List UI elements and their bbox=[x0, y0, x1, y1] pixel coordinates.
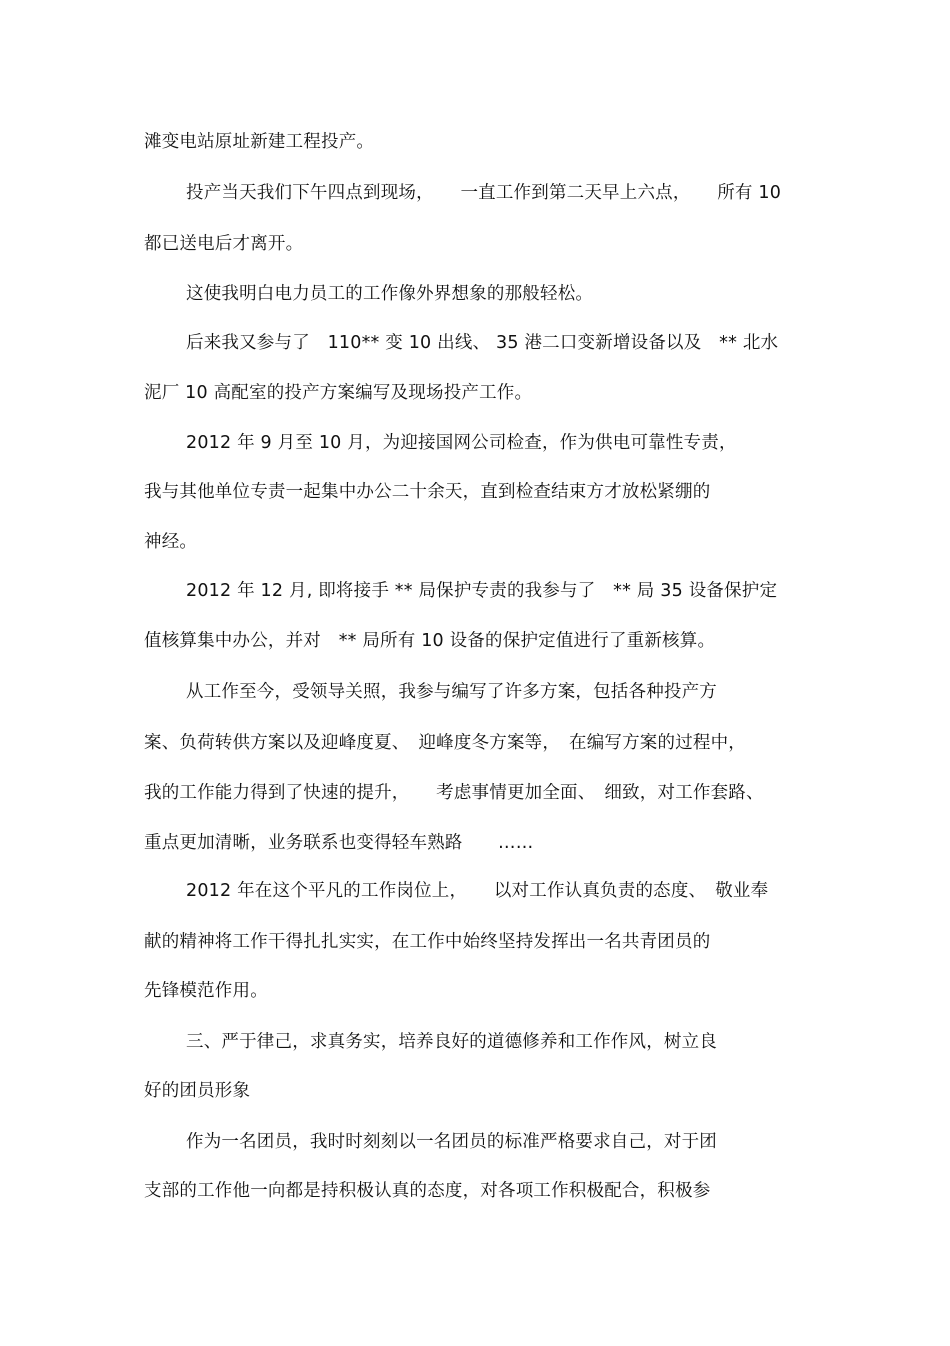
text-line: 先锋模范作用。 bbox=[144, 981, 268, 1001]
text-line: 神经。 bbox=[144, 532, 198, 552]
text-line: 支部的工作他一向都是持积极认真的态度，对各项工作积极配合，积极参 bbox=[144, 1181, 711, 1201]
text-line: 2012 年在这个平凡的工作岗位上， 以对工作认真负责的态度、 敬业奉 bbox=[186, 881, 769, 901]
text-line: 三、严于律己，求真务实，培养良好的道德修养和工作作风，树立良 bbox=[186, 1032, 717, 1052]
text-line: 后来我又参与了 110** 变 10 出线、 35 港二口变新增设备以及 ** 北水 bbox=[186, 333, 779, 353]
text-line: 好的团员形象 bbox=[144, 1081, 251, 1101]
text-line: 案、负荷转供方案以及迎峰度夏、 迎峰度冬方案等， 在编写方案的过程中， bbox=[144, 733, 746, 753]
text-line: 2012 年 12 月, 即将接手 ** 局保护专责的我参与了 ** 局 35 设备保护定 bbox=[186, 581, 778, 601]
text-line: 投产当天我们下午四点到现场， 一直工作到第二天早上六点， 所有 10 bbox=[186, 183, 782, 203]
text-line: 我与其他单位专责一起集中办公二十余天，直到检查结束方才放松紧绷的 bbox=[144, 482, 711, 502]
text-line: 献的精神将工作干得扎扎实实，在工作中始终坚持发挥出一名共青团员的 bbox=[144, 932, 711, 952]
text-line: 重点更加清晰，业务联系也变得轻车熟路 …… bbox=[144, 833, 534, 853]
text-line: 滩变电站原址新建工程投产。 bbox=[144, 132, 375, 152]
text-line: 都已送电后才离开。 bbox=[144, 234, 304, 254]
text-line: 值核算集中办公，并对 ** 局所有 10 设备的保护定值进行了重新核算。 bbox=[144, 631, 716, 651]
text-line: 2012 年 9 月至 10 月，为迎接国网公司检查，作为供电可靠性专责， bbox=[186, 433, 737, 453]
text-line: 作为一名团员，我时时刻刻以一名团员的标准严格要求自己，对于团 bbox=[186, 1132, 717, 1152]
text-line: 我的工作能力得到了快速的提升， 考虑事情更加全面、 细致，对工作套路、 bbox=[144, 783, 764, 803]
text-line: 从工作至今，受领导关照，我参与编写了许多方案，包括各种投产方 bbox=[186, 682, 717, 702]
text-line: 泥厂 10 高配室的投产方案编写及现场投产工作。 bbox=[144, 383, 533, 403]
text-line: 这使我明白电力员工的工作像外界想象的那般轻松。 bbox=[186, 284, 594, 304]
